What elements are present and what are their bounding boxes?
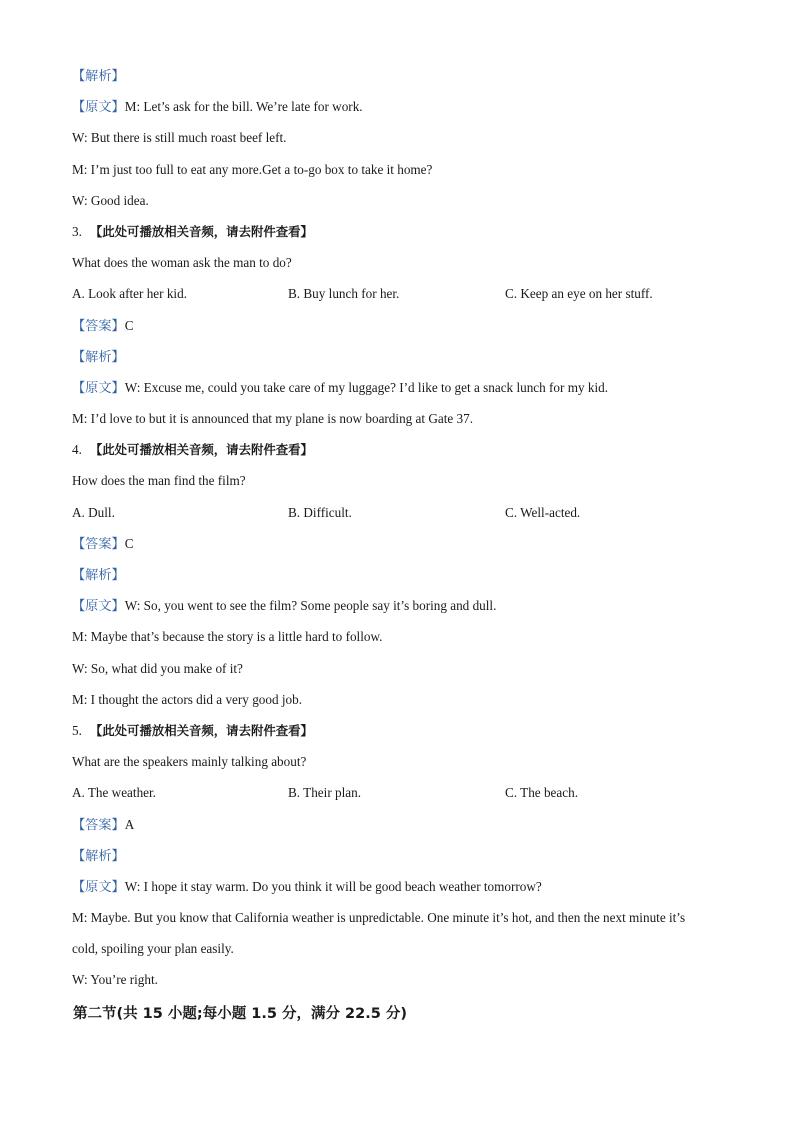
audio-note: 【此处可播放相关音频，请去附件查看】 [89, 722, 313, 738]
q5-header [72, 718, 732, 749]
audio-note: 【此处可播放相关音频，请去附件查看】 [89, 442, 313, 458]
q4-original-line-4: M: I thought the actors did a very good job. [72, 691, 303, 707]
q4-analysis-label [72, 562, 732, 593]
question-number: 5. [72, 722, 82, 738]
q5-original-line-3: cold, spoiling your plan easily. [72, 941, 234, 957]
option-a: A. Look after her kid. [72, 286, 187, 302]
answer-value: C [124, 535, 134, 551]
original-tag: 【原文】 [72, 878, 125, 894]
q4-options [72, 500, 732, 531]
analysis-tag: 【解析】 [72, 847, 125, 863]
answer-tag: 【答案】 [72, 535, 125, 551]
q4-original-line-3: W: So, what did you make of it? [72, 660, 243, 676]
q2-original-line-2: W: But there is still much roast beef left. [72, 130, 287, 146]
q3-answer [72, 313, 732, 344]
original-tag: 【原文】 [72, 379, 125, 395]
q3-question: What does the woman ask the man to do? [72, 255, 292, 271]
option-a: A. Dull. [72, 504, 115, 520]
q3-options [72, 281, 732, 312]
answer-value: C [124, 317, 134, 333]
q2-original-line-1 [72, 94, 732, 125]
answer-value: A [124, 816, 135, 832]
q4-original-line-1 [72, 593, 732, 624]
analysis-tag: 【解析】 [72, 567, 125, 582]
original-tag: 【原文】 [72, 99, 125, 115]
analysis-tag: 【解析】 [72, 68, 125, 83]
answer-tag: 【答案】 [72, 317, 125, 333]
dialogue-text: W: Excuse me, could you take care of my luggage? I’d like to get a snack lunch for my kid. [124, 379, 609, 395]
audio-note: 【此处可播放相关音频，请去附件查看】 [89, 223, 313, 239]
original-tag: 【原文】 [72, 598, 125, 614]
option-c: C. Well-acted. [505, 504, 581, 520]
option-a: A. The weather. [72, 785, 156, 801]
q2-original-line-3: M: I’m just too full to eat any more.Get a to-go box to take it home? [72, 161, 433, 177]
q5-question: What are the speakers mainly talking about? [72, 754, 307, 770]
q2-analysis-label [72, 63, 732, 94]
question-number: 3. [72, 223, 82, 239]
option-b: B. Their plan. [288, 785, 362, 801]
analysis-tag: 【解析】 [72, 348, 125, 364]
q5-options [72, 780, 732, 811]
q3-original-line-2: M: I’d love to but it is announced that my plane is now boarding at Gate 37. [72, 411, 474, 427]
q2-original-line-4: W: Good idea. [72, 192, 149, 208]
section-2-title: 第二节(共 15 小题;每小题 1.5 分，满分 22.5 分) [73, 1005, 407, 1022]
q3-original-line-1 [72, 375, 732, 406]
answer-tag: 【答案】 [72, 816, 125, 832]
option-b: B. Buy lunch for her. [288, 286, 400, 302]
dialogue-text: W: So, you went to see the film? Some people say it’s boring and dull. [124, 598, 497, 614]
option-c: C. The beach. [505, 785, 578, 801]
q4-question: How does the man find the film? [72, 473, 246, 489]
q3-analysis-label [72, 344, 732, 375]
q5-answer [72, 812, 732, 843]
q5-original-line-4: W: You’re right. [72, 972, 158, 988]
q4-answer [72, 531, 732, 562]
option-b: B. Difficult. [288, 504, 352, 520]
q4-original-line-2: M: Maybe that’s because the story is a little hard to follow. [72, 629, 383, 645]
dialogue-text: W: I hope it stay warm. Do you think it will be good beach weather tomorrow? [124, 878, 542, 894]
q5-original-line-1 [72, 874, 732, 905]
question-number: 4. [72, 442, 82, 458]
document-page [72, 63, 732, 1033]
q4-header [72, 437, 732, 468]
option-c: C. Keep an eye on her stuff. [505, 286, 653, 302]
q3-header [72, 219, 732, 250]
q5-original-line-2: M: Maybe. But you know that California weather is unpredictable. One minute it’s hot, and then the next minute it’s [72, 910, 686, 926]
q5-analysis-label [72, 843, 732, 874]
dialogue-text: M: Let’s ask for the bill. We’re late for work. [124, 99, 363, 115]
